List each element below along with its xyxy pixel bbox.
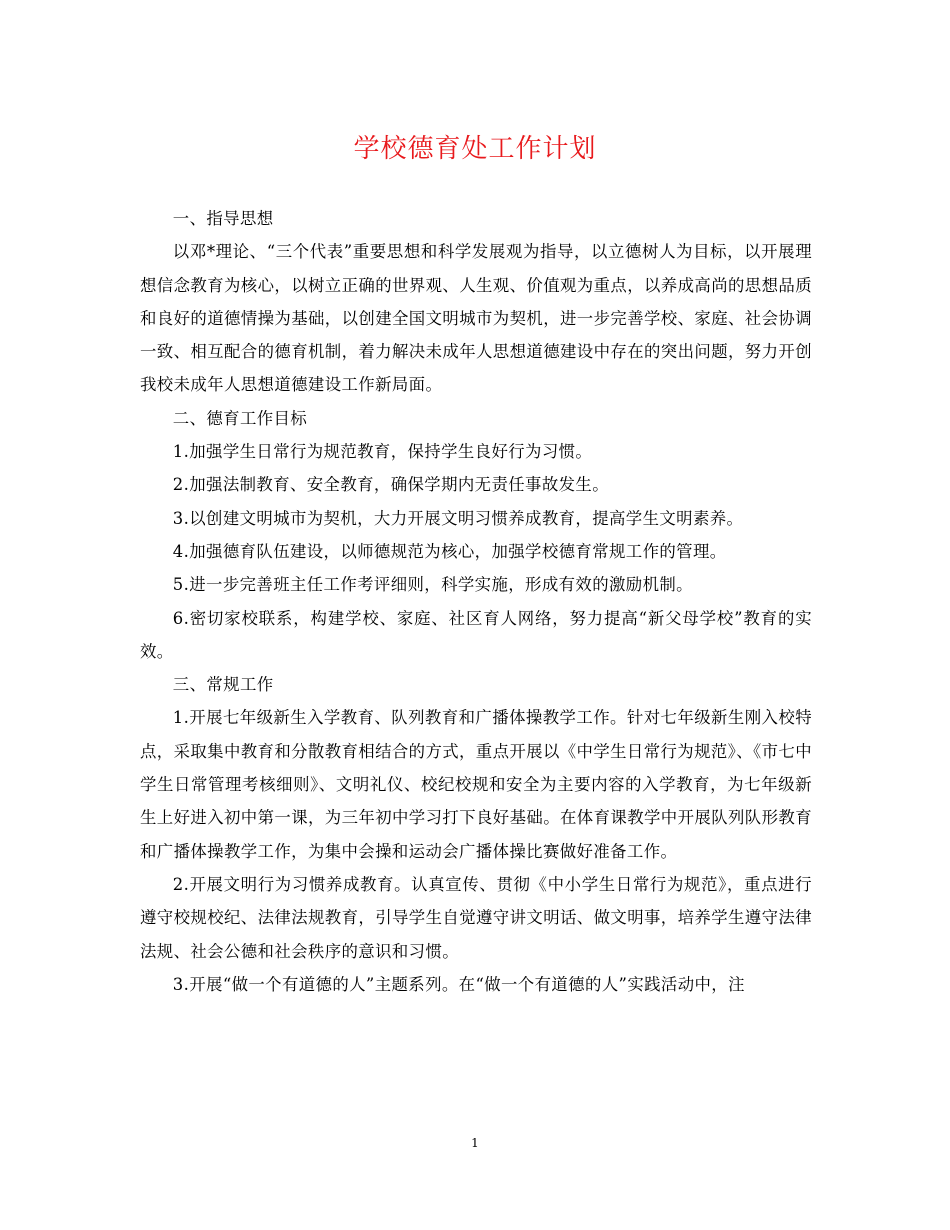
page-number: 1: [471, 1136, 479, 1150]
body-paragraph: 以邓*理论、“三个代表”重要思想和科学发展观为指导，以立德树人为目标，以开展理想信念教育为核心，以树立正确的世界观、人生观、价值观为重点，以养成高尚的思想品质和良好的道德情操为基础，以创建全国文明城市为契机，进一步完善学校、家庭、社会协调一致、相互配合的德育机制，着力解决未成年人思想道德建设中存在的突出问题，努力开创我校未成年人思想道德建设工作新局面。: [140, 242, 812, 395]
list-item: 1.加强学生日常行为规范教育，保持学生良好行为习惯。: [172, 442, 593, 462]
list-item: 2.加强法制教育、安全教育，确保学期内无责任事故发生。: [172, 475, 609, 495]
section-heading-guiding-ideology: 一、指导思想: [172, 209, 274, 228]
body-paragraph: 3.开展“做一个有道德的人”主题系列。在“做一个有道德的人”实践活动中，注: [172, 974, 745, 994]
list-item: 6.密切家校联系，构建学校、家庭、社区育人网络，努力提高“新父母学校”教育的实效。: [140, 608, 812, 661]
section-heading-moral-education-goals: 二、德育工作目标: [172, 408, 308, 428]
section-heading-routine-work: 三、常规工作: [172, 675, 274, 695]
body-paragraph: 1.开展七年级新生入学教育、队列教育和广播体操教学工作。针对七年级新生刚入校特点，采取集中教育和分散教育相结合的方式，重点开展以《中学生日常行为规范》、《市七中学生日常管理考核细则》、文明礼仪、校纪校规和安全为主要内容的入学教育，为七年级新生上好进入初中第一课，为三年初中学习打下良好基础。在体育课教学中开展队列队形教育和广播体操教学工作，为集中会操和运动会广播体操比赛做好准备工作。: [140, 708, 813, 861]
list-item: 3.以创建文明城市为契机，大力开展文明习惯养成教育，提高学生文明素养。: [172, 508, 744, 528]
document-title: 学校德育处工作计划: [353, 134, 597, 164]
document-body: [140, 202, 812, 1001]
list-item: 5.进一步完善班主任工作考评细则，科学实施，形成有效的激励机制。: [172, 575, 693, 595]
list-item: 4.加强德育队伍建设，以师德规范为核心，加强学校德育常规工作的管理。: [172, 541, 727, 561]
body-paragraph: 2.开展文明行为习惯养成教育。认真宣传、贯彻《中小学生日常行为规范》，重点进行遵守校规校纪、法律法规教育，引导学生自觉遵守讲文明话、做文明事，培养学生遵守法律法规、社会公德和社会秩序的意识和习惯。: [140, 874, 812, 961]
